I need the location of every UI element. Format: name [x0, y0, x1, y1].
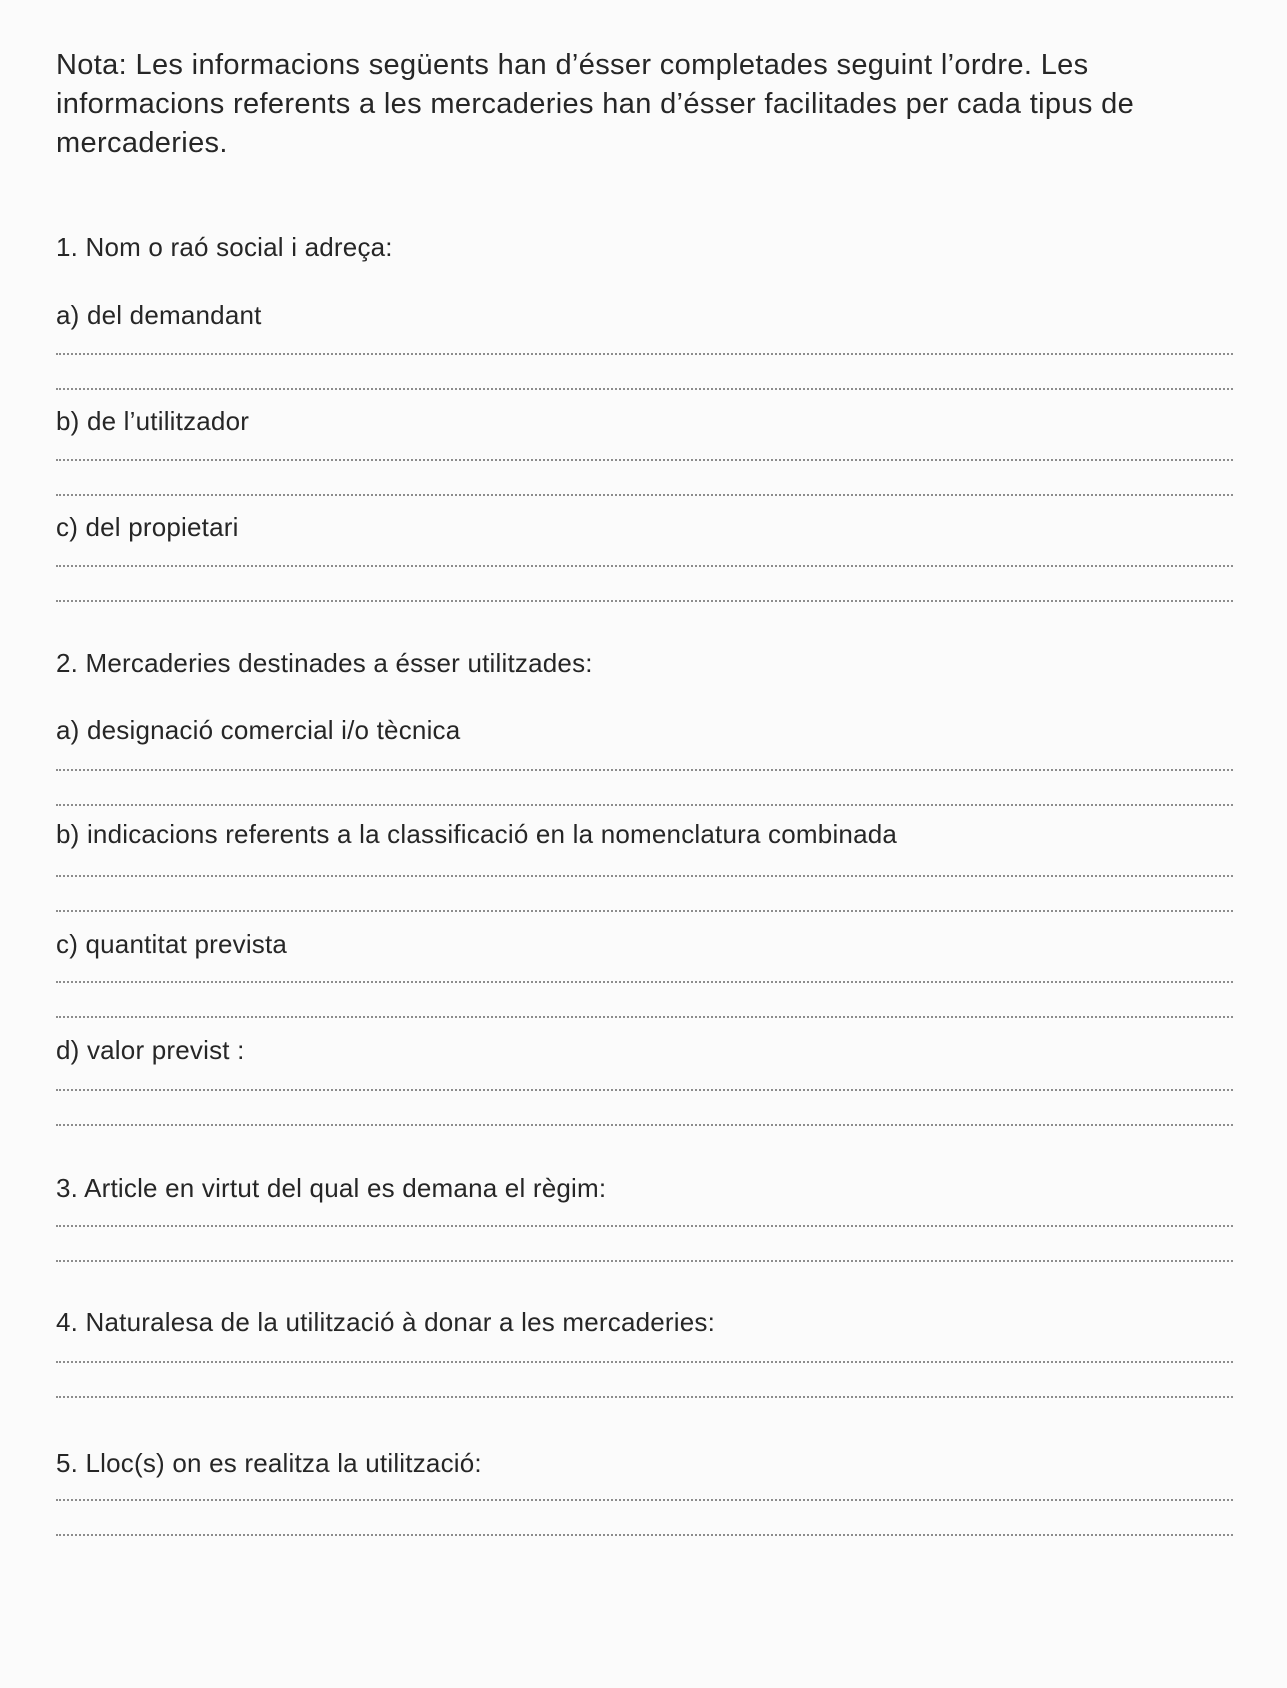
section-5-fill-line-1[interactable] — [56, 1499, 1233, 1501]
section-4-fill-line-2[interactable] — [56, 1396, 1233, 1398]
section-4-fill-line-1[interactable] — [56, 1361, 1233, 1363]
section-1b-fill-line-1[interactable] — [56, 459, 1233, 461]
section-2d-fill-line-1[interactable] — [56, 1089, 1233, 1091]
section-5-fill-line-2[interactable] — [56, 1534, 1233, 1536]
section-1b-label: b) de l’utilitzador — [56, 406, 250, 436]
section-2c-fill-line-1[interactable] — [56, 981, 1233, 983]
section-1c-fill-line-1[interactable] — [56, 565, 1233, 567]
section-1a-label: a) del demandant — [56, 300, 262, 330]
section-2d-fill-line-2[interactable] — [56, 1124, 1233, 1126]
section-2d-label: d) valor previst : — [56, 1035, 245, 1065]
section-5-heading: 5. Lloc(s) on es realitza la utilització: — [56, 1448, 482, 1478]
section-2c-fill-line-2[interactable] — [56, 1016, 1233, 1018]
section-2a-fill-line-2[interactable] — [56, 804, 1233, 806]
section-3-heading: 3. Article en virtut del qual es demana el règim: — [56, 1173, 607, 1203]
section-1a-fill-line-2[interactable] — [56, 388, 1233, 390]
section-2b-fill-line-1[interactable] — [56, 875, 1233, 877]
section-2b-label: b) indicacions referents a la classificació en la nomenclatura combinada — [56, 819, 898, 849]
section-1b-fill-line-2[interactable] — [56, 494, 1233, 496]
section-2c-label: c) quantitat prevista — [56, 929, 288, 959]
section-2a-label: a) designació comercial i/o tècnica — [56, 715, 461, 745]
section-3-fill-line-2[interactable] — [56, 1260, 1233, 1262]
section-2b-fill-line-2[interactable] — [56, 910, 1233, 912]
section-1-heading: 1. Nom o raó social i adreça: — [56, 232, 393, 262]
section-2-heading: 2. Mercaderies destinades a ésser utilitzades: — [56, 648, 593, 678]
section-4-heading: 4. Naturalesa de la utilització à donar a les mercaderies: — [56, 1307, 716, 1337]
section-3-fill-line-1[interactable] — [56, 1225, 1233, 1227]
section-1c-label: c) del propietari — [56, 512, 239, 542]
instruction-note: Nota: Les informacions següents han d’ésser completades seguint l’ordre. Les informacions referents a les mercaderies han d’ésser facilitades per cada tipus de mercaderies. — [56, 49, 1135, 159]
section-2a-fill-line-1[interactable] — [56, 769, 1233, 771]
section-1c-fill-line-2[interactable] — [56, 600, 1233, 602]
section-1a-fill-line-1[interactable] — [56, 353, 1233, 355]
